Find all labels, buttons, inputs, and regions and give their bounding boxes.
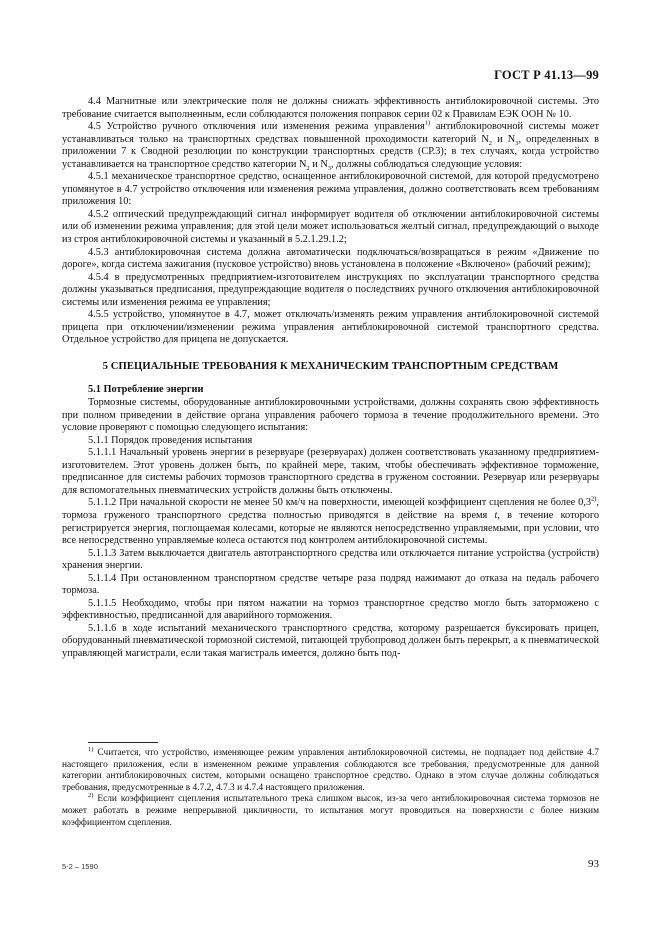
paragraph-5-1-1-5: 5.1.1.5 Необходимо, чтобы при пятом нажатии на тормоз транспортное средство могло быть заторможено с эффективностью, предписанной для аварийного торможения.	[62, 597, 599, 622]
document-body	[62, 96, 599, 661]
footnote-1: $^{1)}$ Считается, что устройство, изменяющее режим управления антиблокировочной системы, не подпадает под действие 4.7 настоящего приложения, если в измененном режиме управления соблюдаются все требования, предусмотренные для данной категории антиблокировочных систем, которыми оснащено транспортное средство. Однако в этом случае должны соблюдаться требования, предусмотренные в 4.7.2, 4.7.3 и 4.7.4 настоящего приложения.	[62, 745, 599, 793]
paragraph-4-5-2: 4.5.2 оптический предупреждающий сигнал информирует водителя об отключении антиблокировочной системы или об изменении режима управления; для этой цели может использоваться желтый сигнал, предупреждающий о выходе из строя антиблокировочной системы и указанный в 5.2.1.29.1.2;	[62, 208, 599, 246]
footnote-separator	[88, 742, 158, 743]
footnote-ref-2: 2)	[591, 495, 597, 503]
paragraph-5-1-1-6: 5.1.1.6 в ходе испытаний механического транспортного средства, которому разрешается буксировать прицеп, оборудованный пневматической тормозной системой, питающей трубопровод должен быть перекрыт, а к пневматической управляющей магистрали, если такая магистраль имеется, должно быть под-	[62, 622, 599, 659]
paragraph-4-5-3: 4.5.3 антиблокировочная система должна автоматически подключаться/возвращаться в режим «Движение по дороге», когда система зажигания (пусковое устройство) вновь установлена в положение «Включено» (рабочий режим);	[62, 246, 599, 271]
paragraph-5-1-1: 5.1.1 Порядок проведения испытания	[88, 434, 253, 446]
paragraph-4-5-5: 4.5.5 устройство, упомянутое в 4.7, может отключать/изменять режим управления антиблокировочной системой прицепа при отключении/изменении режима управления антиблокировочной системой транспортного средства. Отдельное устройство для прицепа не допускается.	[62, 309, 599, 346]
paragraph-4-5-1: 4.5.1 механическое транспортное средство, оснащенное антиблокировочной системой, для которой предусмотрено упомянутое в 4.7 устройство отключения или изменения режима управления, должно соответствовать всем требованиям приложения 10:	[62, 171, 599, 208]
paragraph-5-1-1-4: 5.1.1.4 При остановленном транспортном средстве четыре раза подряд нажимают до отказа на педаль рабочего тормоза.	[62, 572, 599, 597]
document-code-header: ГОСТ Р 41.13—99	[494, 68, 599, 82]
page-number: 93	[588, 858, 599, 870]
paragraph-4-5: 4.5 Устройство ручного отключения или изменения режима управления$^{1)}$ антиблокировочной системы может устанавливаться только на транспортных средствах повышенной проходимости категорий $N_2$ и $N_3$, определенных в приложении 7 к Сводной резолюции по конструкции транспортных средств (СР.3); в тех случаях, когда устройство устанавливается на транспортное средство категории $N_2$ и $N_3$, должны соблюдаться следующие условия:	[62, 119, 599, 172]
footnotes	[62, 745, 599, 829]
print-mark: 5-2 – 1590	[62, 862, 98, 871]
paragraph-4-4: 4.4 Магнитные или электрические поля не должны снижать эффективность антиблокировочной системы. Это требование считается выполненным, если соблюдаются положения поправок серии 02 к Правилам ЕЭК ООН № 10.	[62, 96, 599, 120]
paragraph-5-1-1-3: 5.1.1.3 Затем выключается двигатель автотранспортного средства или отключается питание устройства (устройств) хранения энергии.	[62, 547, 599, 572]
paragraph-5-1-1-1: 5.1.1.1 Начальный уровень энергии в резервуаре (резервуарах) должен соответствовать указанному предприятием-изготовителем. Этот уровень должен быть, по крайней мере, таким, чтобы обеспечивать эффективное торможение, предписанное для системы рабочих тормозов транспортного средства в груженом состоянии. Резервуар или резервуары для вспомогательных пневматических устройств должны быть отключены.	[62, 447, 599, 496]
paragraph-5-1-intro: Тормозные системы, оборудованные антиблокировочными устройствами, должны сохранять свою эффективность при полном приведении в действие органа управления рабочего тормоза в течение продолжительного времени. Это условие проверяют с помощью следующего испытания:	[62, 397, 599, 434]
section-5-heading: 5 СПЕЦИАЛЬНЫЕ ТРЕБОВАНИЯ К МЕХАНИЧЕСКИМ ТРАНСПОРТНЫМ СРЕДСТВАМ	[102, 360, 559, 372]
subsection-5-1-heading: 5.1 Потребление энергии	[88, 384, 204, 396]
footnote-2: $^{2)}$ Если коэффициент сцепления испытательного трека слишком высок, из-за чего антиблокировочная система тормозов не может работать в режиме непрерывной цикличности, то испытания могут проводиться на поверхности с более низким коэффициентом сцепления.	[62, 792, 599, 828]
footnote-ref-1: 1)	[424, 119, 431, 127]
paragraph-5-1-1-2: 5.1.1.2 При начальной скорости не менее 50 км/ч на поверхности, имеющей коэффициент сцепления не более 0,3$^{2)}$, тормоза груженого транспортного средства полностью приводятся в действие на время t, в течение которого регистрируется энергия, поглощаемая колесами, которые не являются непосредственно управляемыми, при условии, что все непосредственно управляемые колеса остаются под контролем антиблокировочной системы.	[62, 495, 599, 547]
paragraph-4-5-4: 4.5.4 в предусмотренных предприятием-изготовителем инструкциях по эксплуатации транспортного средства должны указываться предписания, предупреждающие водителя о последствиях ручного отключения антиблокировочной системы или изменения режима ее управления;	[62, 271, 599, 308]
